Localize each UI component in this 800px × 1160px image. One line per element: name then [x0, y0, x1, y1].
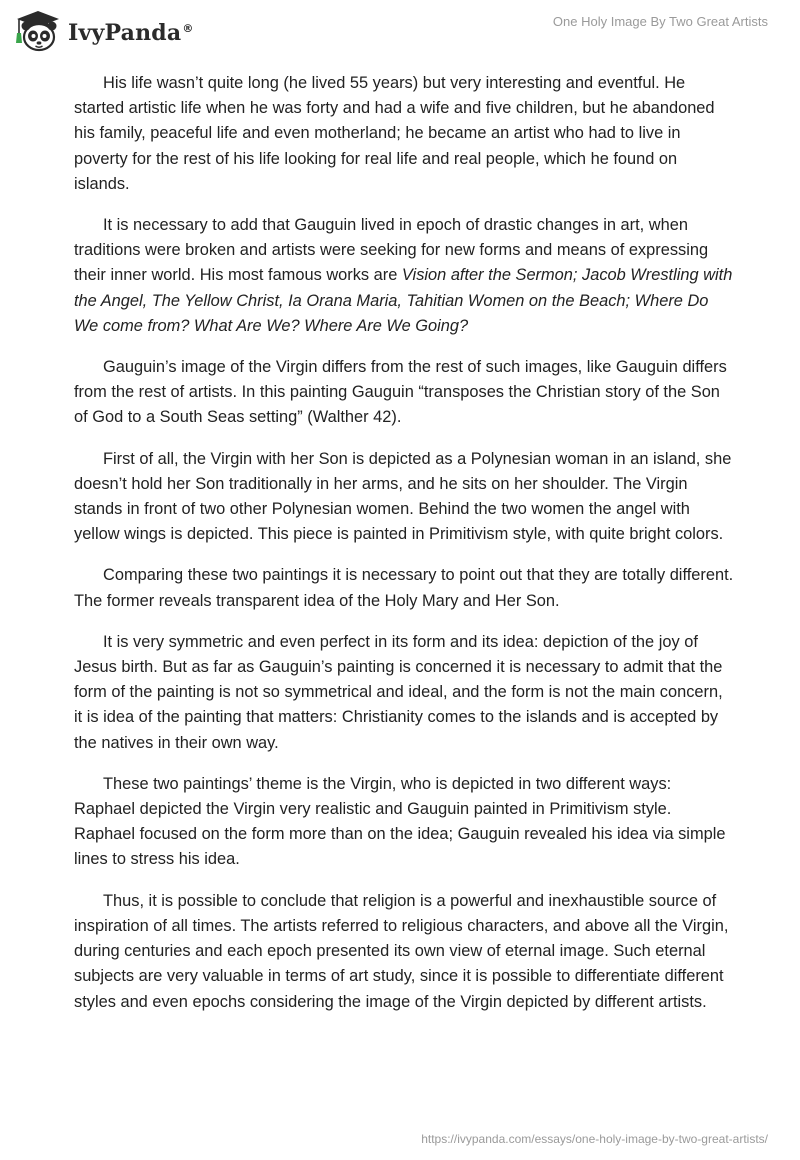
- document-title: One Holy Image By Two Great Artists: [552, 14, 768, 29]
- paragraph-7: These two paintings’ theme is the Virgin, who is depicted in two different ways: Raphael depicted the Virgin very realistic and Gauguin painted in Primitivism style. Raphael focused on the form more than on the idea; Gauguin revealed his idea via simple lines to stress his idea.: [74, 774, 726, 869]
- paragraph-3: Gauguin’s image of the Virgin differs from the rest of such images, like Gauguin differs from the rest of artists. In this painting Gauguin “transposes the Christian story of the Son of God to a South Seas setting” (Walther 42).: [74, 358, 727, 427]
- source-url[interactable]: https://ivypanda.com/essays/one-holy-image-by-two-great-artists/: [421, 1132, 768, 1146]
- paragraph-2: [74, 213, 734, 339]
- paragraph-1: His life wasn’t quite long (he lived 55 years) but very interesting and eventful. He started artistic life when he was forty and had a wife and five children, but he abandoned his family, peaceful life and even motherland; he became an artist who had to live in poverty for the rest of his life looking for real life and real people, which he found on islands.: [74, 74, 715, 193]
- paragraph-5: Comparing these two paintings it is necessary to point out that they are totally different. The former reveals transparent idea of the Holy Mary and Her Son.: [74, 566, 734, 610]
- essay-body: [74, 71, 734, 1031]
- page-header: [0, 0, 800, 62]
- ivypanda-logo[interactable]: [14, 8, 194, 54]
- paragraph-2-text: It is necessary to add that Gauguin lived in epoch of drastic changes in art, when traditions were broken and artists were seeking for new forms and means of expressing their inner world. His most famous works are: [74, 216, 709, 285]
- paragraph-8: Thus, it is possible to conclude that religion is a powerful and inexhaustible source of inspiration of all times. The artists referred to religious characters, and above all the Virgin, during centuries and each epoch presented its own view of eternal image. Such eternal subjects are very valuable in terms of art study, since it is possible to differentiate different styles and even epochs considering the image of the Virgin depicted by different artists.: [74, 891, 729, 1011]
- logo-wordmark: IvyPanda: [68, 20, 182, 46]
- registered-mark: ®: [182, 21, 194, 35]
- paragraph-2-works-list: Vision after the Sermon; Jacob Wrestling with the Angel, The Yellow Christ, Ia Orana Maria, Tahitian Women on the Beach; Where Do We come from? What Are We? Where Are We Going?: [74, 266, 733, 335]
- paragraph-4: First of all, the Virgin with her Son is depicted as a Polynesian woman in an island, she doesn’t hold her Son traditionally in her arms, and he sits on her shoulder. The Virgin stands in front of two other Polynesian women. Behind the two women the angel with yellow wings is depicted. This piece is painted in Primitivism style, with quite bright colors.: [74, 449, 732, 544]
- paragraph-6: It is very symmetric and even perfect in its form and its idea: depiction of the joy of Jesus birth. But as far as Gauguin’s painting is concerned it is necessary to admit that the form of the painting is not so symmetrical and ideal, and the form is not the main concern, it is idea of the painting that matters: Christianity comes to the islands and is accepted by the natives in their own way.: [74, 632, 723, 752]
- logo-text: [68, 20, 194, 46]
- panda-graduation-cap-icon: [14, 9, 62, 53]
